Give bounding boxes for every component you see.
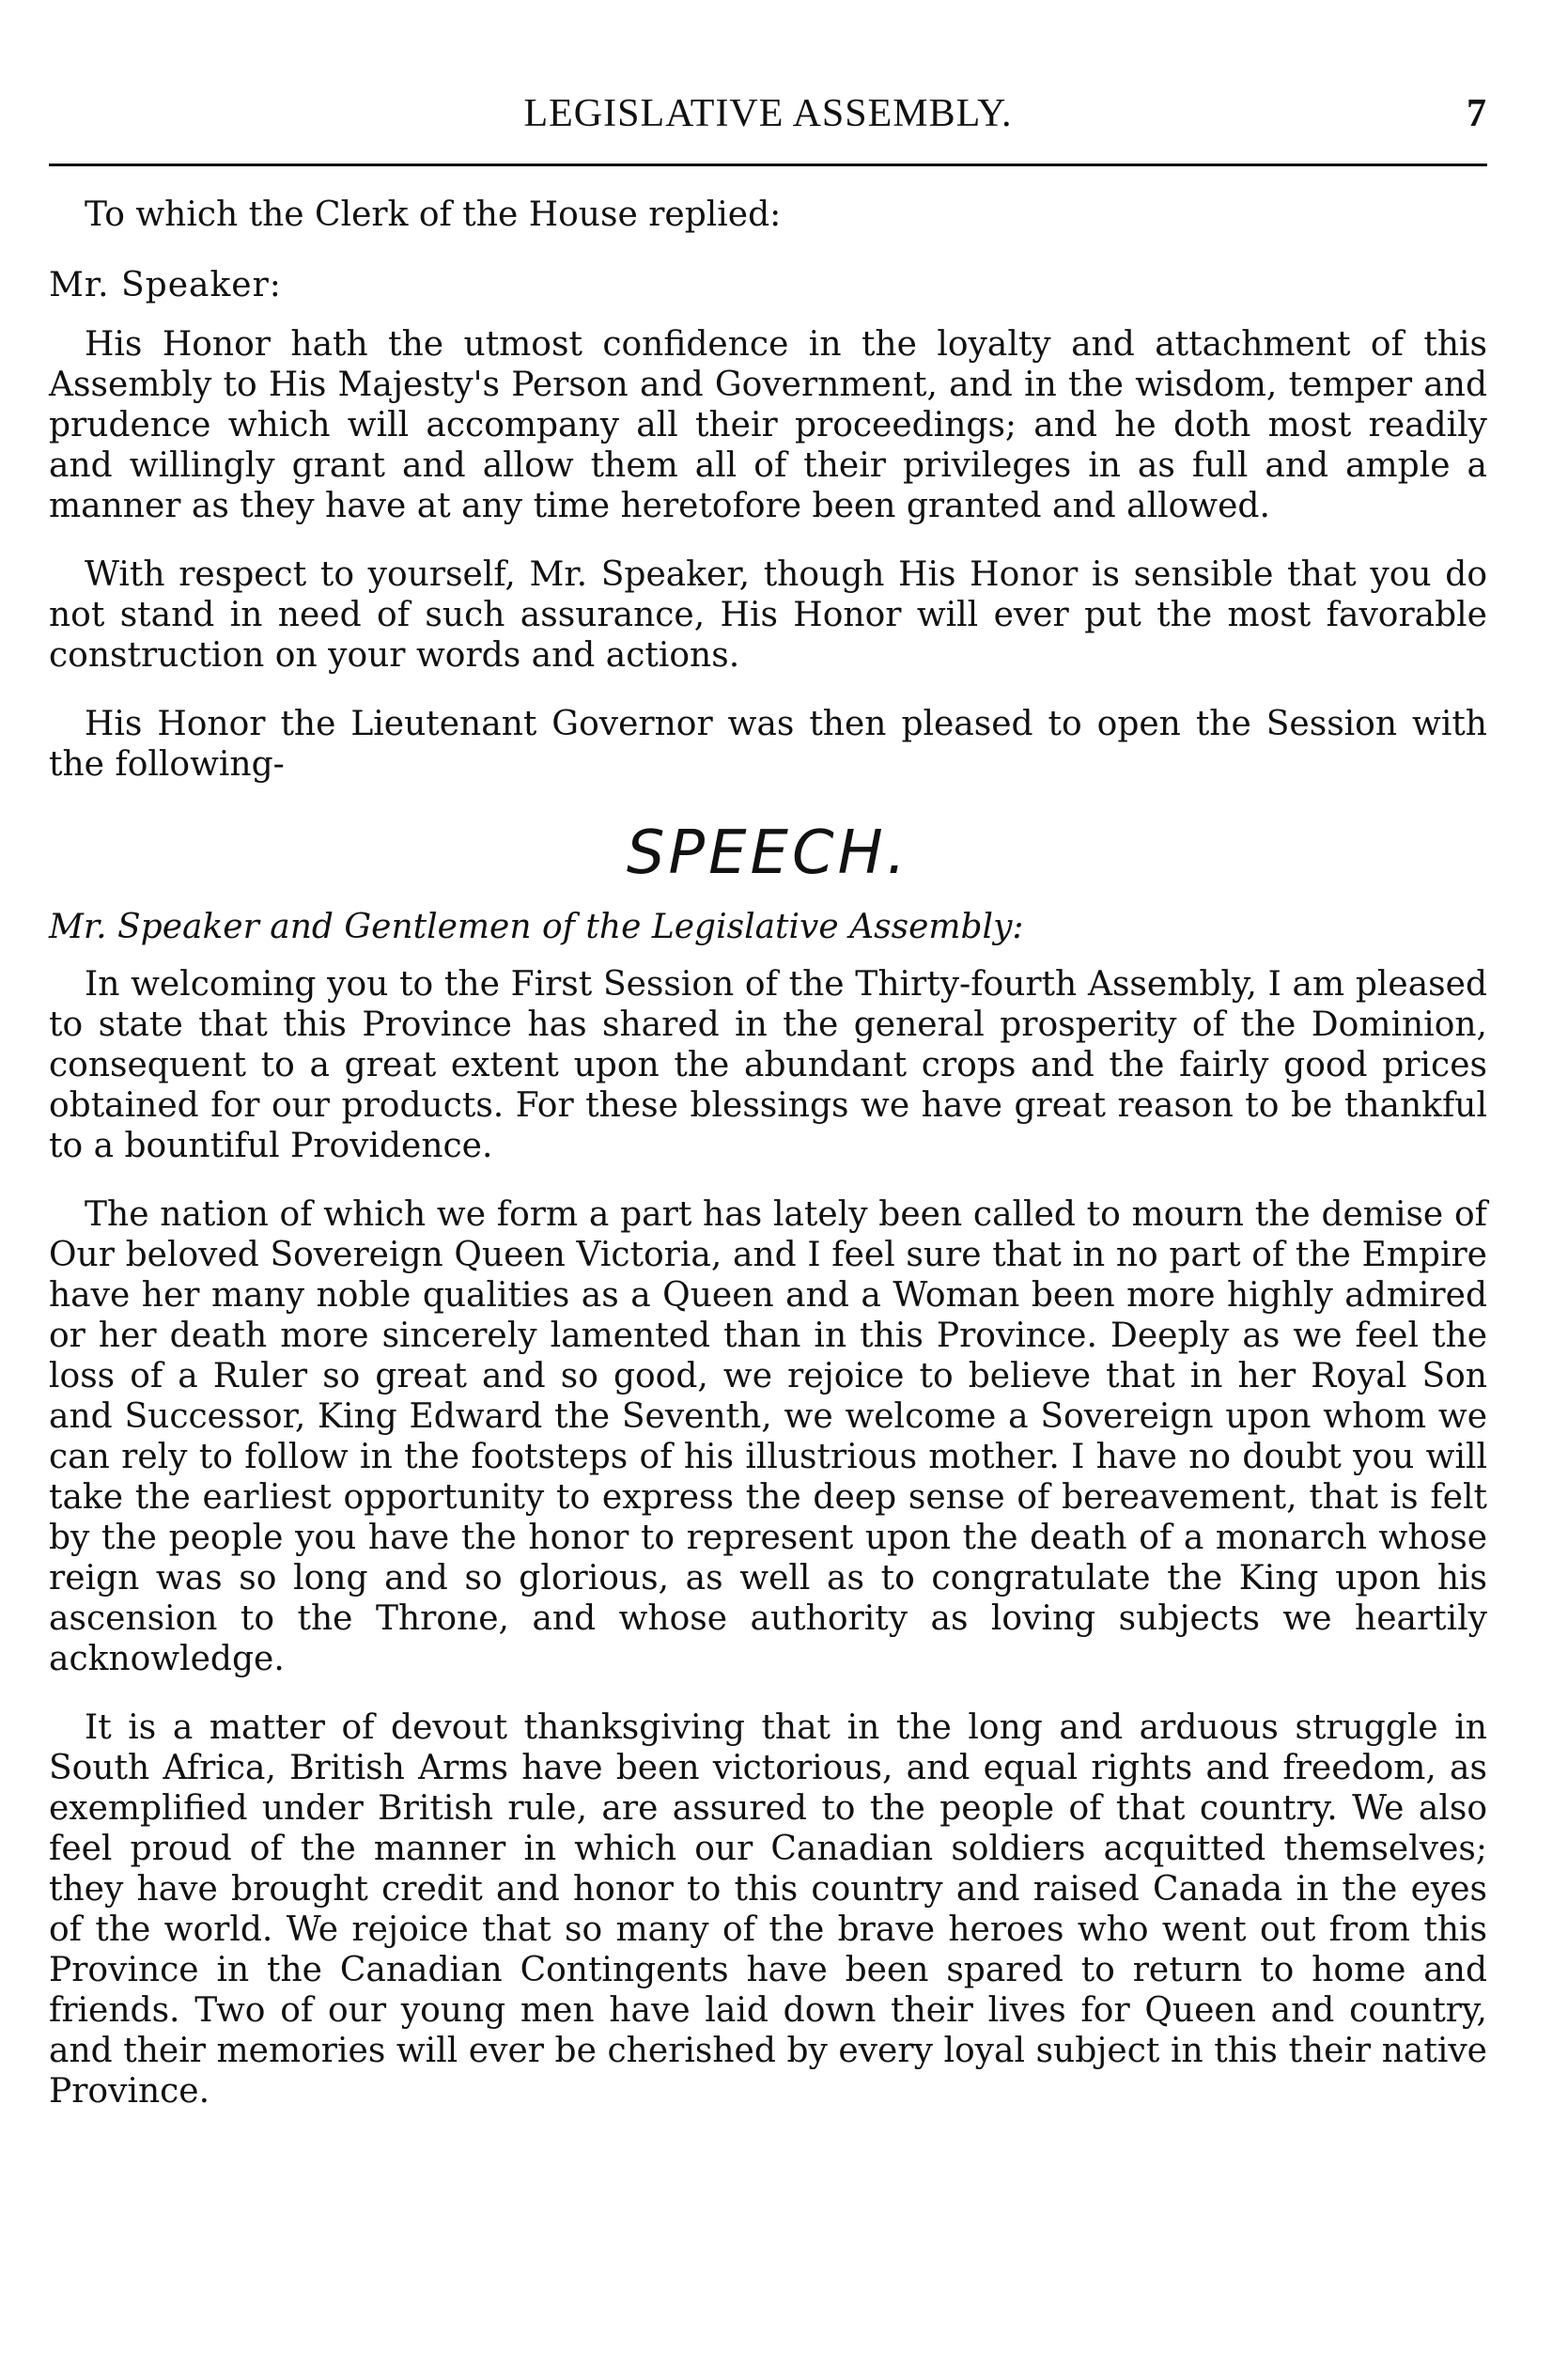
speech-salutation: Mr. Speaker and Gentlemen of the Legislative Assembly: [49,908,1024,946]
reply-paragraph-3: His Honor the Lieutenant Governor was then pleased to open the Session with the following- [49,705,1487,784]
speech-heading: SPEECH. [626,818,910,888]
reply-paragraph-2: With respect to yourself, Mr. Speaker, though His Honor is sensible that you do not stand in need of such assurance, His Honor will ever put the most favorable construction on your words and actions. [49,555,1487,675]
reply-paragraph-1: His Honor hath the utmost confidence in the loyalty and attachment of this Assembly to His Majesty's Person and Government, and in the wisdom, temper and prudence which will accompany all their proceedings; and he doth most readily and willingly grant and allow them all of their privileges in as full and ample a manner as they have at any time heretofore been granted and allowed. [49,325,1487,525]
address-line: Mr. Speaker: [49,266,282,304]
page-number: 7 [1467,92,1487,135]
running-title: LEGISLATIVE ASSEMBLY. [523,92,1013,135]
intro-line: To which the Clerk of the House replied: [85,195,782,234]
running-head [49,94,1487,150]
speech-paragraph-2: The nation of which we form a part has lately been called to mourn the demise of Our beloved Sovereign Queen Victoria, and I feel sure that in no part of the Empire have her many noble qualities as a Queen and a Woman been more highly admired or her death more sincerely lamented than in this Province. Deeply as we feel the loss of a Ruler so great and so good, we rejoice to believe that in her Royal Son and Successor, King Edward the Seventh, we welcome a Sovereign upon whom we can rely to follow in the footsteps of his illustrious mother. I have no doubt you will take the earliest opportunity to express the deep sense of bereavement, that is felt by the people you have the honor to represent upon the death of a monarch whose reign was so long and so glorious, as well as to congratulate the King upon his ascension to the Throne, and whose authority as loving subjects we heartily acknowledge. [49,1195,1487,1678]
speech-paragraph-3: It is a matter of devout thanksgiving that in the long and arduous struggle in South Africa, British Arms have been victorious, and equal rights and freedom, as exemplified under British rule, are assured to the people of that country. We also feel proud of the manner in which our Canadian soldiers acquitted themselves; they have brought credit and honor to this country and raised Canada in the eyes of the world. We rejoice that so many of the brave heroes who went out from this Province in the Canadian Contingents have been spared to return to home and friends. Two of our young men have laid down their lives for Queen and country, and their memories will ever be cherished by every loyal subject in this their native Province. [49,1708,1487,2111]
header-rule [49,164,1487,166]
speech-paragraph-1: In welcoming you to the First Session of the Thirty-fourth Assembly, I am pleased to state that this Province has shared in the general prosperity of the Dominion, consequent to a great extent upon the abundant crops and the fairly good prices obtained for our products. For these blessings we have great reason to be thankful to a bountiful Providence. [49,965,1487,1165]
